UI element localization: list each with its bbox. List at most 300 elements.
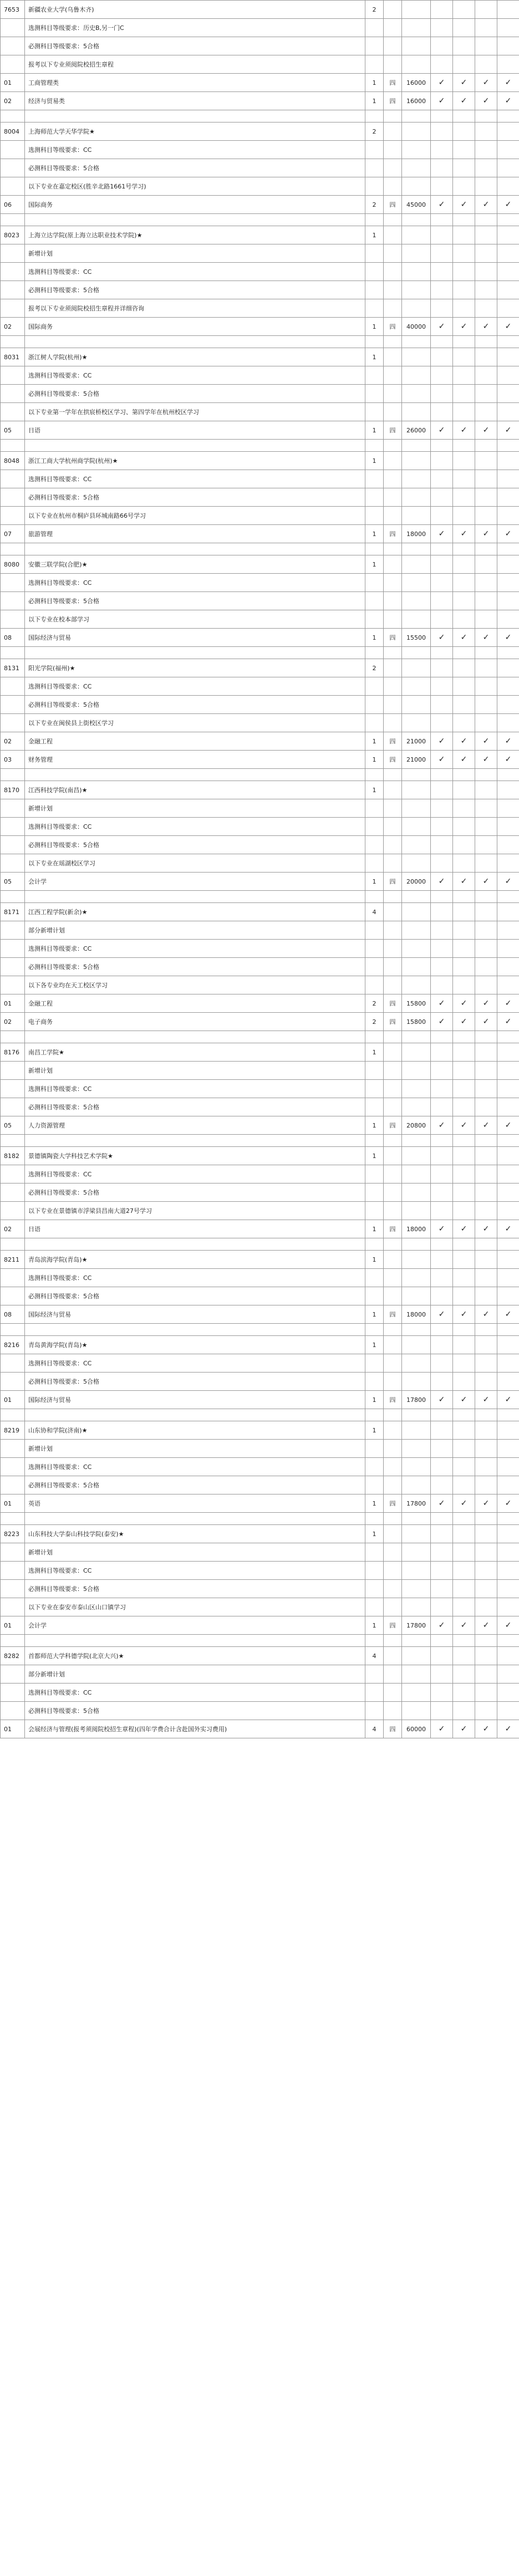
plan-count-cell [365,799,384,818]
school-row [1,1525,519,1543]
note-row [1,1440,519,1458]
check-mark-cell [453,1684,475,1702]
duration-cell [384,1476,402,1494]
check-mark-cell: ✓ [431,318,453,336]
check-mark-cell [453,799,475,818]
duration-cell [384,574,402,592]
tuition-cell [402,1562,431,1580]
code-cell: 05 [1,1116,25,1135]
plan-count-cell [365,769,384,781]
check-mark-cell [431,903,453,921]
check-mark-cell [431,1324,453,1336]
code-cell: 8048 [1,452,25,470]
major-row [1,1720,519,1738]
check-mark-cell [475,159,497,177]
check-mark-cell [497,226,519,244]
tuition-cell [402,1147,431,1165]
code-cell [1,1458,25,1476]
duration-cell: 四 [384,994,402,1013]
tuition-cell [402,818,431,836]
check-mark-cell [497,1702,519,1720]
check-mark-cell: ✓ [475,732,497,751]
code-cell [1,1513,25,1525]
check-mark-cell: ✓ [453,732,475,751]
check-mark-cell [453,1043,475,1062]
plan-count-cell [365,214,384,226]
tuition-cell: 21000 [402,751,431,769]
duration-cell [384,263,402,281]
check-mark-cell [431,891,453,903]
duration-cell [384,19,402,37]
note-cell: 必测科目等级要求：5合格 [25,281,365,299]
name-cell [25,1409,365,1421]
tuition-cell [402,592,431,610]
school-name-cell: 浙江树人学院(杭州)★ [25,348,365,366]
duration-cell [384,714,402,732]
spacer-row [1,543,519,555]
check-mark-cell [497,348,519,366]
duration-cell [384,1702,402,1720]
check-mark-cell [453,1580,475,1598]
note-row [1,854,519,873]
check-mark-cell [497,440,519,452]
check-mark-cell [453,1147,475,1165]
check-mark-cell [453,214,475,226]
duration-cell [384,336,402,348]
plan-count-cell [365,1287,384,1305]
plan-count-cell [365,543,384,555]
code-cell [1,1440,25,1458]
code-cell [1,159,25,177]
check-mark-cell [475,1684,497,1702]
check-mark-cell [453,1635,475,1647]
tuition-cell: 18000 [402,1220,431,1238]
check-mark-cell [475,1440,497,1458]
tuition-cell [402,1324,431,1336]
tuition-cell: 16000 [402,74,431,92]
code-cell: 01 [1,1720,25,1738]
duration-cell [384,159,402,177]
check-mark-cell [475,1665,497,1684]
code-cell [1,1580,25,1598]
check-mark-cell [453,1525,475,1543]
code-cell [1,1202,25,1220]
name-cell: 人力资源管理 [25,1116,365,1135]
duration-cell [384,696,402,714]
code-cell: 8023 [1,226,25,244]
code-cell [1,714,25,732]
tuition-cell [402,1525,431,1543]
major-row [1,873,519,891]
duration-cell [384,1373,402,1391]
check-mark-cell [431,854,453,873]
duration-cell [384,1543,402,1562]
check-mark-cell [497,1336,519,1354]
plan-count-cell [365,958,384,976]
check-mark-cell [431,299,453,318]
code-cell [1,110,25,123]
check-mark-cell [431,696,453,714]
note-row [1,1269,519,1287]
check-mark-cell [497,1354,519,1373]
check-mark-cell [475,818,497,836]
code-cell [1,507,25,525]
plan-count-cell [365,1031,384,1043]
check-mark-cell [453,1647,475,1665]
duration-cell: 四 [384,1013,402,1031]
check-mark-cell [431,610,453,629]
duration-cell: 四 [384,751,402,769]
school-name-cell: 浙江工商大学杭州商学院(杭州)★ [25,452,365,470]
duration-cell [384,781,402,799]
check-mark-cell [497,1147,519,1165]
check-mark-cell [497,940,519,958]
plan-count-cell [365,1184,384,1202]
note-row [1,159,519,177]
check-mark-cell [475,1635,497,1647]
check-mark-cell [453,177,475,196]
check-mark-cell [475,1702,497,1720]
code-cell [1,1238,25,1251]
check-mark-cell [431,1135,453,1147]
note-cell: 选测科目等级要求：CC [25,574,365,592]
check-mark-cell: ✓ [453,751,475,769]
check-mark-cell [475,336,497,348]
code-cell: 07 [1,525,25,543]
name-cell [25,1324,365,1336]
check-mark-cell [431,1336,453,1354]
school-row [1,1,519,19]
check-mark-cell [475,769,497,781]
duration-cell [384,1098,402,1116]
duration-cell [384,1324,402,1336]
note-row [1,799,519,818]
check-mark-cell [453,647,475,659]
tuition-cell [402,366,431,385]
check-mark-cell [475,1458,497,1476]
note-cell: 以下专业在泰安市泰山区山口镇学习 [25,1598,365,1616]
note-row [1,592,519,610]
tuition-cell [402,19,431,37]
plan-count-cell: 1 [365,1147,384,1165]
tuition-cell [402,543,431,555]
note-row [1,1702,519,1720]
school-row [1,1421,519,1440]
check-mark-cell [453,1598,475,1616]
note-row [1,1062,519,1080]
check-mark-cell [475,226,497,244]
duration-cell [384,452,402,470]
duration-cell [384,1202,402,1220]
check-mark-cell: ✓ [475,74,497,92]
note-cell: 必测科目等级要求：5合格 [25,159,365,177]
code-cell [1,610,25,629]
check-mark-cell [497,1543,519,1562]
tuition-cell [402,1580,431,1598]
plan-count-cell [365,1513,384,1525]
duration-cell: 四 [384,318,402,336]
code-cell: 02 [1,318,25,336]
tuition-cell [402,123,431,141]
plan-count-cell [365,336,384,348]
check-mark-cell [475,1184,497,1202]
name-cell [25,891,365,903]
duration-cell: 四 [384,92,402,110]
tuition-cell [402,976,431,994]
name-cell: 金融工程 [25,732,365,751]
check-mark-cell [497,385,519,403]
check-mark-cell: ✓ [453,318,475,336]
plan-count-cell [365,1702,384,1720]
check-mark-cell [453,19,475,37]
code-cell [1,940,25,958]
major-row [1,74,519,92]
school-row [1,903,519,921]
check-mark-cell [475,1043,497,1062]
code-cell [1,1598,25,1616]
check-mark-cell [431,677,453,696]
code-cell [1,647,25,659]
note-cell: 以下专业第一学年在拱宸桥校区学习、第四学年在杭州校区学习 [25,403,365,421]
tuition-cell [402,1251,431,1269]
name-cell: 国际商务 [25,196,365,214]
check-mark-cell [453,281,475,299]
duration-cell [384,1354,402,1373]
tuition-cell [402,1647,431,1665]
plan-count-cell [365,19,384,37]
plan-count-cell: 2 [365,994,384,1013]
check-mark-cell [453,921,475,940]
major-row [1,92,519,110]
check-mark-cell [453,244,475,263]
code-cell [1,1324,25,1336]
check-mark-cell [453,1062,475,1080]
duration-cell [384,366,402,385]
check-mark-cell: ✓ [497,1220,519,1238]
note-row [1,1665,519,1684]
major-row [1,1494,519,1513]
check-mark-cell: ✓ [475,1494,497,1513]
duration-cell [384,123,402,141]
plan-count-cell: 1 [365,74,384,92]
duration-cell [384,1562,402,1580]
name-cell: 财务管理 [25,751,365,769]
duration-cell [384,1238,402,1251]
check-mark-cell [453,574,475,592]
note-cell: 必测科目等级要求：5合格 [25,1702,365,1720]
check-mark-cell [431,958,453,976]
note-row [1,1080,519,1098]
plan-count-cell [365,921,384,940]
plan-count-cell [365,159,384,177]
code-cell [1,1409,25,1421]
check-mark-cell [497,1598,519,1616]
check-mark-cell [475,507,497,525]
plan-count-cell [365,1062,384,1080]
check-mark-cell [453,976,475,994]
code-cell: 01 [1,74,25,92]
plan-count-cell [365,1458,384,1476]
duration-cell [384,385,402,403]
duration-cell [384,299,402,318]
plan-count-cell: 1 [365,92,384,110]
check-mark-cell [475,799,497,818]
duration-cell [384,958,402,976]
code-cell [1,677,25,696]
code-cell [1,1354,25,1373]
check-mark-cell [497,1238,519,1251]
check-mark-cell [453,159,475,177]
check-mark-cell [431,507,453,525]
check-mark-cell [497,647,519,659]
check-mark-cell [431,592,453,610]
code-cell: 8080 [1,555,25,574]
note-row [1,1184,519,1202]
tuition-cell [402,1665,431,1684]
note-cell: 选测科目等级要求：CC [25,1562,365,1580]
check-mark-cell [497,281,519,299]
tuition-cell [402,940,431,958]
note-cell: 以下专业在嘉定校区(胜辛北路1661号学习) [25,177,365,196]
check-mark-cell: ✓ [497,196,519,214]
check-mark-cell [475,781,497,799]
check-mark-cell [497,836,519,854]
check-mark-cell [475,1135,497,1147]
duration-cell [384,1062,402,1080]
check-mark-cell [497,403,519,421]
name-cell [25,440,365,452]
note-cell: 新增计划 [25,1543,365,1562]
spacer-row [1,110,519,123]
check-mark-cell [431,1440,453,1458]
duration-cell [384,55,402,74]
note-row [1,470,519,488]
plan-count-cell [365,696,384,714]
tuition-cell [402,1476,431,1494]
school-name-cell: 青岛滨海学院(青岛)★ [25,1251,365,1269]
code-cell: 01 [1,1494,25,1513]
tuition-cell [402,1287,431,1305]
check-mark-cell: ✓ [497,873,519,891]
tuition-cell [402,958,431,976]
tuition-cell [402,1165,431,1184]
check-mark-cell [497,921,519,940]
duration-cell: 四 [384,525,402,543]
check-mark-cell: ✓ [497,525,519,543]
plan-count-cell [365,1684,384,1702]
name-cell [25,1135,365,1147]
check-mark-cell [475,1165,497,1184]
note-cell: 以下专业在杭州市桐庐县环城南路66号学习 [25,507,365,525]
note-row [1,1580,519,1598]
plan-count-cell [365,1324,384,1336]
duration-cell [384,348,402,366]
plan-count-cell [365,1269,384,1287]
tuition-cell [402,263,431,281]
tuition-cell [402,1458,431,1476]
duration-cell [384,507,402,525]
major-row [1,732,519,751]
code-cell [1,1165,25,1184]
check-mark-cell [431,1525,453,1543]
spacer-row [1,647,519,659]
check-mark-cell [453,1336,475,1354]
check-mark-cell [475,244,497,263]
duration-cell [384,226,402,244]
tuition-cell [402,1409,431,1421]
note-cell: 选测科目等级要求：CC [25,1080,365,1098]
check-mark-cell [431,348,453,366]
check-mark-cell [497,177,519,196]
code-cell [1,1543,25,1562]
check-mark-cell [475,1080,497,1098]
check-mark-cell [497,976,519,994]
plan-count-cell [365,366,384,385]
check-mark-cell [475,19,497,37]
plan-count-cell: 1 [365,1116,384,1135]
note-cell: 必测科目等级要求：5合格 [25,1373,365,1391]
check-mark-cell: ✓ [431,873,453,891]
code-cell [1,244,25,263]
note-cell: 选测科目等级要求：CC [25,1354,365,1373]
name-cell [25,543,365,555]
tuition-cell [402,440,431,452]
code-cell: 02 [1,92,25,110]
code-cell: 02 [1,732,25,751]
check-mark-cell [453,507,475,525]
code-cell [1,958,25,976]
check-mark-cell: ✓ [475,525,497,543]
code-cell [1,1287,25,1305]
check-mark-cell [497,1635,519,1647]
note-row [1,1476,519,1494]
tuition-cell [402,1031,431,1043]
code-cell: 01 [1,1391,25,1409]
check-mark-cell [475,403,497,421]
check-mark-cell [431,659,453,677]
check-mark-cell [431,366,453,385]
check-mark-cell [453,1543,475,1562]
check-mark-cell [453,940,475,958]
check-mark-cell [497,1458,519,1476]
check-mark-cell [453,1458,475,1476]
plan-count-cell [365,470,384,488]
check-mark-cell [453,543,475,555]
plan-count-cell [365,385,384,403]
note-cell: 以下各专业均在天工校区学习 [25,976,365,994]
check-mark-cell [497,1135,519,1147]
check-mark-cell [453,769,475,781]
tuition-cell: 17800 [402,1616,431,1635]
name-cell [25,214,365,226]
school-name-cell: 上海立达学院(原上海立达职业技术学院)★ [25,226,365,244]
plan-count-cell [365,177,384,196]
spacer-row [1,769,519,781]
check-mark-cell [475,543,497,555]
plan-count-cell [365,244,384,263]
note-row [1,836,519,854]
check-mark-cell [497,1373,519,1391]
duration-cell [384,1647,402,1665]
check-mark-cell [475,854,497,873]
note-row [1,1165,519,1184]
plan-count-cell [365,1409,384,1421]
note-row [1,574,519,592]
duration-cell [384,769,402,781]
check-mark-cell [453,659,475,677]
code-cell [1,19,25,37]
check-mark-cell: ✓ [453,92,475,110]
